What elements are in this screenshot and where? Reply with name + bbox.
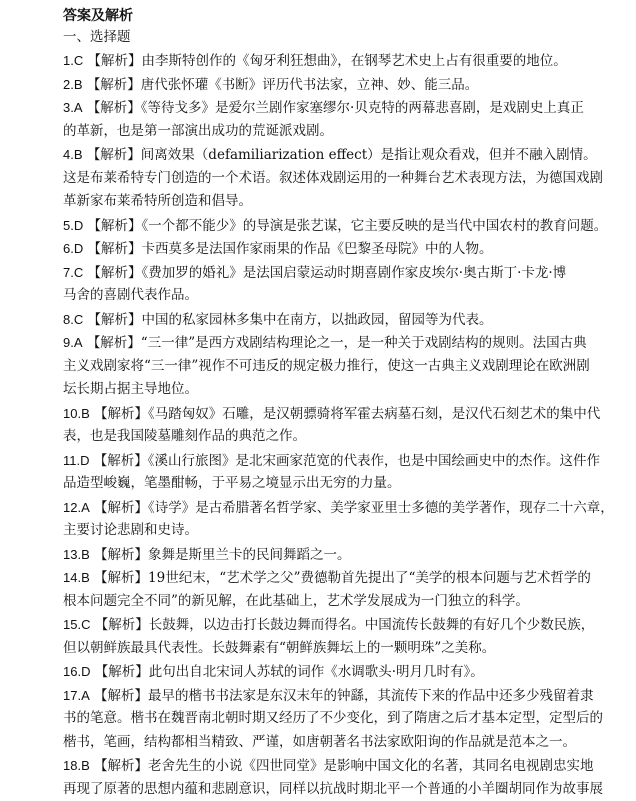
answer-item — [63, 754, 573, 801]
answer-text: 主义戏剧家将“三一律”视作不可违反的规定极力推行，使这一古典主义戏剧理论在欧洲剧 — [63, 358, 590, 374]
answer-text: 主要讨论悲剧和史诗。 — [63, 522, 198, 538]
answer-item — [63, 660, 573, 684]
answer-item — [63, 566, 573, 613]
answer-item — [63, 96, 573, 143]
answer-number: 1.C — [63, 53, 83, 68]
answer-text: 表，也是我国陵墓雕刻作品的典范之作。 — [63, 428, 306, 444]
answer-continuation-line — [63, 167, 573, 191]
answer-text: 书的笔意。楷书在魏晋南北朝时期又经历了不少变化，到了隋唐之后才基本定型，定型后的 — [63, 710, 603, 726]
answer-text: 【解析】间离效果（defamiliarization effect）是指让观众看戏，但并不融入剧情。 — [87, 147, 597, 163]
answer-number: 3.A — [63, 100, 83, 115]
answer-text: 【解析】《等待戈多》是爱尔兰剧作家塞缪尔·贝克特的两幕悲喜剧，是戏剧史上真正 — [87, 100, 584, 116]
answer-first-line — [63, 143, 573, 167]
answer-continuation-line — [63, 190, 573, 214]
answer-continuation-line — [63, 355, 573, 379]
answer-continuation-line — [63, 590, 573, 614]
answer-continuation-line — [63, 378, 573, 402]
answer-text: 再现了原著的思想内蕴和悲剧意识，同样以抗战时期北平一个普通的小羊圈胡同作为故事展 — [63, 781, 603, 797]
answer-first-line — [63, 261, 573, 285]
answer-continuation-line — [63, 519, 573, 543]
answer-number: 5.D — [63, 218, 83, 233]
answer-text: 品造型峻巍，笔墨酣畅，于平易之境显示出无穷的力量。 — [63, 475, 401, 491]
answer-item — [63, 613, 573, 660]
answer-text: 【解析】中国的私家园林多集中在南方，以拙政园，留园等为代表。 — [88, 312, 493, 328]
answer-item — [63, 543, 573, 567]
answer-first-line — [63, 73, 573, 97]
answer-first-line — [63, 566, 573, 590]
answer-number: 11.D — [63, 453, 90, 468]
answer-item — [63, 308, 573, 332]
answer-text: 马舍的喜剧代表作品。 — [63, 287, 198, 303]
answer-first-line — [63, 754, 573, 778]
answer-number: 14.B — [63, 570, 90, 585]
page-title: 答案及解析 — [63, 6, 133, 26]
answer-text: 【解析】19世纪末，“艺术学之父”费德勒首先提出了“美学的根本问题与艺术哲学的 — [94, 570, 591, 586]
answer-text: 【解析】最早的楷书书法家是东汉末年的钟繇，其流传下来的作品中还多少残留着隶 — [94, 688, 594, 704]
answer-text: 【解析】《马踏匈奴》石雕，是汉朝骠骑将军霍去病墓石刻，是汉代石刻艺术的集中代 — [94, 406, 600, 422]
answer-item — [63, 449, 573, 496]
answer-text: 根本问题完全不同”的新见解，在此基础上，艺术学发展成为一门独立的科学。 — [63, 593, 529, 609]
answer-number: 2.B — [63, 77, 83, 92]
answer-first-line — [63, 613, 573, 637]
answer-text: 这是布莱希特专门创造的一个术语。叙述体戏剧运用的一种舞台艺术表现方法，为德国戏剧 — [63, 170, 603, 186]
answer-number: 6.D — [63, 241, 83, 256]
answer-continuation-line — [63, 637, 573, 661]
answer-number: 4.B — [63, 147, 83, 162]
answer-text: 革新家布莱希特所创造和倡导。 — [63, 193, 252, 209]
answer-text: 楷书，笔画，结构都相当精致、严谨，如唐朝著名书法家欧阳询的作品就是范本之一。 — [63, 734, 576, 750]
answer-continuation-line — [63, 778, 573, 801]
answer-item — [63, 402, 573, 449]
answer-first-line — [63, 402, 573, 426]
answer-item — [63, 261, 573, 308]
answer-first-line — [63, 660, 573, 684]
answer-text: 【解析】象舞是斯里兰卡的民间舞蹈之一。 — [94, 547, 351, 563]
answer-number: 16.D — [63, 664, 90, 679]
answer-text: 【解析】长鼓舞，以边击打长鼓边舞而得名。中国流传长鼓舞的有好几个少数民族， — [95, 617, 595, 633]
answer-item — [63, 214, 573, 238]
answer-list — [63, 49, 573, 801]
answer-continuation-line — [63, 707, 573, 731]
answer-first-line — [63, 237, 573, 261]
answer-continuation-line — [63, 284, 573, 308]
answer-first-line — [63, 96, 573, 120]
answer-text: 【解析】《诗学》是古希腊著名哲学家、美学家亚里士多德的美学著作，现存二十六章， — [94, 500, 614, 516]
answer-item — [63, 143, 573, 214]
answer-item — [63, 496, 573, 543]
answer-item — [63, 684, 573, 755]
answer-text: 【解析】此句出自北宋词人苏轼的词作《水调歌头·明月几时有》。 — [95, 664, 484, 680]
answer-number: 7.C — [63, 265, 83, 280]
answer-text: 【解析】“三一律”是西方戏剧结构理论之一，是一种关于戏剧结构的规则。法国古典 — [87, 335, 587, 351]
answer-text: 【解析】老舍先生的小说《四世同堂》是影响中国文化的名著，其同名电视剧忠实地 — [94, 758, 594, 774]
answer-continuation-line — [63, 472, 573, 496]
answer-text: 【解析】《一个都不能少》的导演是张艺谋，它主要反映的是当代中国农村的教育问题。 — [88, 218, 608, 234]
answer-item — [63, 73, 573, 97]
answer-continuation-line — [63, 425, 573, 449]
answer-text: 的革新，也是第一部演出成功的荒诞派戏剧。 — [63, 123, 333, 139]
answer-first-line — [63, 496, 573, 520]
answer-number: 9.A — [63, 335, 83, 350]
answer-text: 【解析】《溪山行旅图》是北宋画家范宽的代表作，也是中国绘画史中的杰作。这件作 — [94, 453, 600, 469]
answer-number: 17.A — [63, 688, 90, 703]
section-heading: 一、选择题 — [63, 27, 131, 47]
answer-first-line — [63, 684, 573, 708]
answer-number: 8.C — [63, 312, 83, 327]
answer-text: 【解析】《费加罗的婚礼》是法国启蒙运动时期喜剧作家皮埃尔·奥古斯丁·卡龙·博 — [88, 265, 567, 281]
answer-number: 13.B — [63, 547, 90, 562]
answer-continuation-line — [63, 120, 573, 144]
answer-number: 12.A — [63, 500, 90, 515]
answer-first-line — [63, 49, 573, 73]
answer-text: 【解析】唐代张怀瓘《书断》评历代书法家，立神、妙、能三品。 — [87, 77, 479, 93]
answer-first-line — [63, 543, 573, 567]
answer-text: 【解析】卡西莫多是法国作家雨果的作品《巴黎圣母院》中的人物。 — [88, 241, 493, 257]
answer-continuation-line — [63, 731, 573, 755]
answer-item — [63, 237, 573, 261]
answer-text: 坛长期占据主导地位。 — [63, 381, 198, 397]
answer-number: 18.B — [63, 758, 90, 773]
answer-number: 15.C — [63, 617, 90, 632]
answer-number: 10.B — [63, 406, 90, 421]
answer-first-line — [63, 308, 573, 332]
answer-first-line — [63, 214, 573, 238]
answer-first-line — [63, 331, 573, 355]
answer-first-line — [63, 449, 573, 473]
answer-item — [63, 331, 573, 402]
answer-text: 但以朝鲜族最具代表性。长鼓舞素有“朝鲜族舞坛上的一颗明珠”之美称。 — [63, 640, 495, 656]
answer-item — [63, 49, 573, 73]
answer-text: 【解析】由李斯特创作的《匈牙利狂想曲》，在钢琴艺术史上占有很重要的地位。 — [88, 53, 567, 69]
